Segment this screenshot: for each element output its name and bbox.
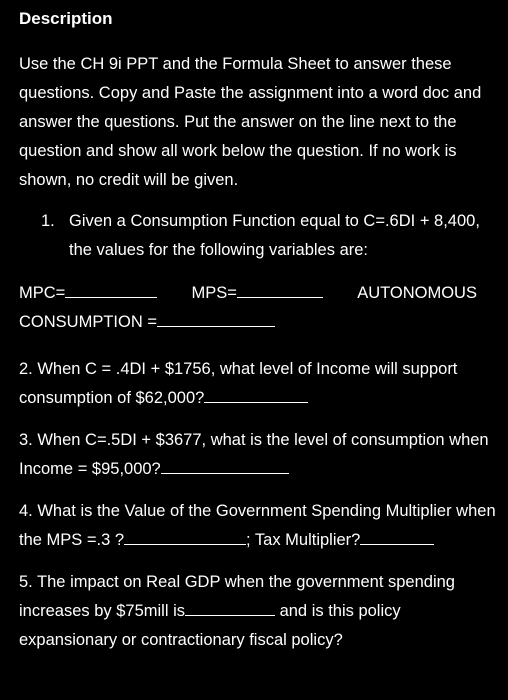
assignment-body (19, 50, 497, 655)
question-3-text: 3. When C=.5DI + $3677, what is the level of consumption when Income = $95,000? (19, 431, 489, 478)
question-4-text-a: 4. What is the Value of the Government Spending Multiplier when the MPS =.3 ? (19, 502, 496, 549)
mpc-label: MPC= (19, 284, 66, 302)
mps-label: MPS= (191, 284, 237, 302)
variables-row (19, 279, 477, 308)
question-4-blank-a (124, 543, 246, 545)
mps-field (192, 279, 323, 308)
question-5 (19, 568, 497, 655)
question-5-text-a: 5. The impact on Real GDP when the government spending increases by $75mill is (19, 573, 455, 620)
mpc-blank (65, 296, 157, 298)
consumption-blank (157, 325, 275, 327)
intro-paragraph: Use the CH 9i PPT and the Formula Sheet to answer these questions. Copy and Paste the assignment into a word doc and answer the questions. Put the answer on the line next to the question and show all work below the question. If no work is shown, no credit will be given. (19, 55, 482, 189)
question-3-blank (161, 472, 289, 474)
question-1-text: Given a Consumption Function equal to C=.6DI + 8,400, the values for the following variables are: (69, 212, 480, 259)
mps-blank (237, 296, 323, 298)
question-3 (19, 426, 497, 484)
question-4 (19, 497, 497, 555)
consumption-label: CONSUMPTION = (19, 313, 157, 331)
question-2-text: 2. When C = .4DI + $1756, what level of Income will support consumption of $62,000? (19, 360, 458, 407)
question-5-text-b: and is this policy expansionary or contractionary fiscal policy? (19, 602, 401, 649)
mpc-field (19, 279, 157, 308)
autonomous-label: AUTONOMOUS (357, 284, 477, 302)
question-4-blank-b (360, 543, 434, 545)
description-heading: Description (19, 9, 113, 28)
question-4-text-b: ; Tax Multiplier? (246, 531, 361, 549)
question-2-blank (204, 401, 308, 403)
question-1 (41, 207, 497, 265)
question-5-blank (185, 614, 275, 616)
question-2 (19, 355, 497, 413)
consumption-field (19, 308, 497, 337)
question-1-number: 1. (41, 212, 55, 230)
